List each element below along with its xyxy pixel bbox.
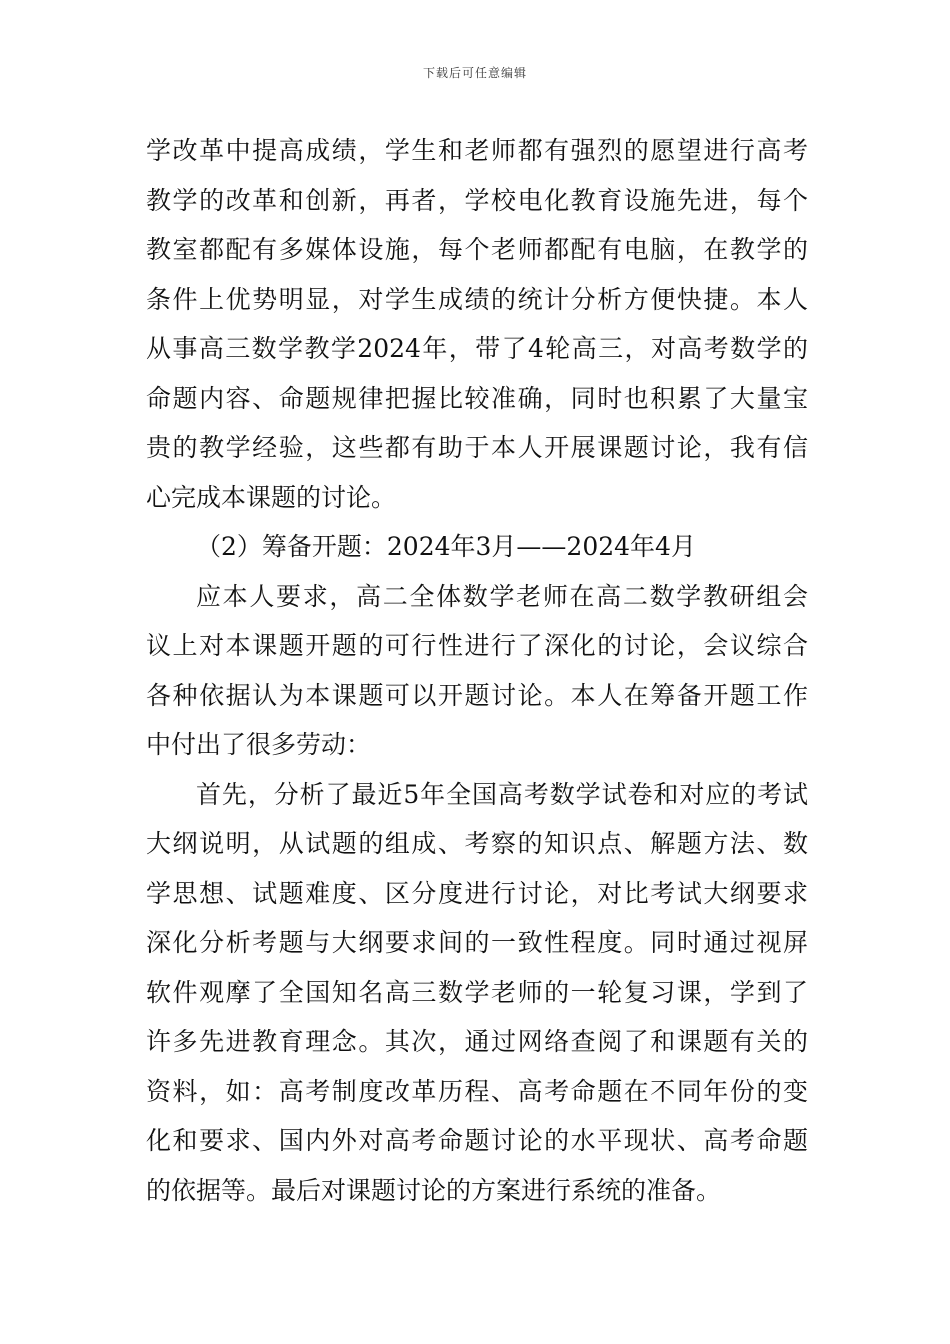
text-line: 从事高三数学教学2024年，带了4轮高三，对高考数学的 <box>146 334 808 363</box>
text-line: 许多先进教育理念。其次，通过网络查阅了和课题有关的 <box>146 1027 808 1056</box>
page-header: 下载后可任意编辑 <box>422 66 527 80</box>
text-line: 首先，分析了最近5年全国高考数学试卷和对应的考试 <box>196 779 808 809</box>
text-line: 的依据等。最后对课题讨论的方案进行系统的准备。 <box>146 1175 722 1205</box>
section-heading <box>146 522 808 572</box>
paragraph-3 <box>146 770 808 1216</box>
text-line: 学思想、试题难度、区分度进行讨论，对比考试大纲要求 <box>146 878 808 908</box>
paragraph-1 <box>146 126 808 522</box>
text-line: 贵的教学经验，这些都有助于本人开展课题讨论，我有信 <box>146 433 808 462</box>
text-line: 教学的改革和创新，再者，学校电化教育设施先进，每个 <box>146 185 808 215</box>
text-line: 心完成本课题的讨论。 <box>146 482 397 512</box>
text-line: 学改革中提高成绩，学生和老师都有强烈的愿望进行高考 <box>146 136 808 165</box>
paragraph-2 <box>146 572 808 770</box>
text-line: 议上对本课题开题的可行性进行了深化的讨论，会议综合 <box>146 631 808 660</box>
text-line: 软件观摩了全国知名高三数学老师的一轮复习课，学到了 <box>146 977 808 1007</box>
text-line: 各种依据认为本课题可以开题讨论。本人在筹备开题工作 <box>146 680 808 710</box>
text-line: 资料，如：高考制度改革历程、高考命题在不同年份的变 <box>146 1076 808 1106</box>
text-line: 中付出了很多劳动： <box>146 730 372 759</box>
text-line: 命题内容、命题规律把握比较准确，同时也积累了大量宝 <box>146 383 808 413</box>
text-line: 大纲说明，从试题的组成、考察的知识点、解题方法、数 <box>146 829 808 858</box>
section-heading-text: （2）筹备开题：2024年3月——2024年4月 <box>196 532 696 561</box>
document-body <box>146 126 808 1215</box>
text-line: 教室都配有多媒体设施，每个老师都配有电脑，在教学的 <box>146 235 808 264</box>
text-line: 化和要求、国内外对高考命题讨论的水平现状、高考命题 <box>146 1126 808 1155</box>
text-line: 深化分析考题与大纲要求间的一致性程度。同时通过视屏 <box>146 928 808 957</box>
text-line: 条件上优势明显，对学生成绩的统计分析方便快捷。本人 <box>146 284 808 314</box>
text-line: 应本人要求，高二全体数学老师在高二数学教研组会 <box>196 581 808 611</box>
